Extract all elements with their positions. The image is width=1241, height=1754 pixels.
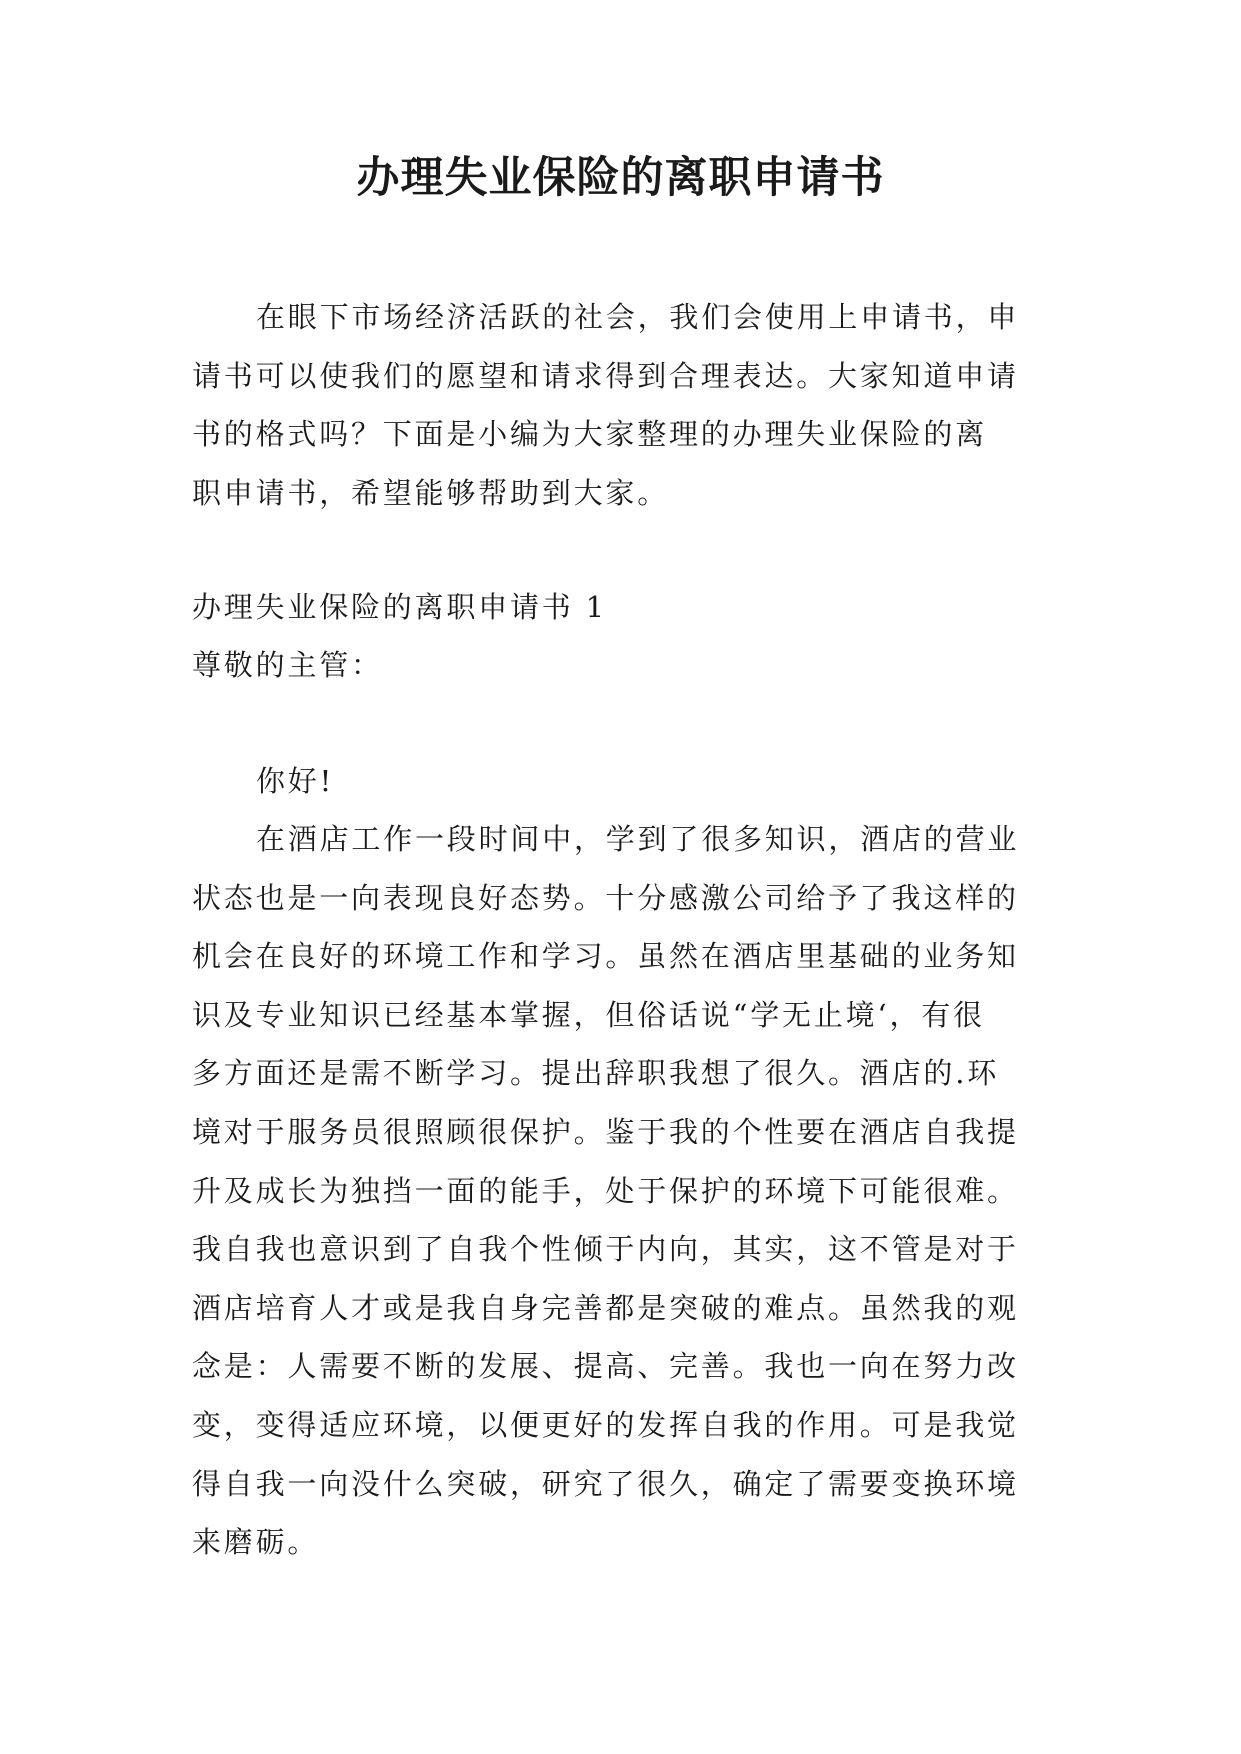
intro-line: 职申请书，希望能够帮助到大家。 <box>192 475 670 510</box>
body-line: 来磨砺。 <box>192 1525 320 1560</box>
intro-paragraph <box>192 288 1054 522</box>
letter-body-paragraph <box>192 810 1054 1572</box>
document-title: 办理失业保险的离职申请书 <box>356 153 885 203</box>
letter-salutation: 尊敬的主管： <box>192 648 383 682</box>
section-heading: 办理失业保险的离职申请书 1 <box>192 590 607 624</box>
intro-line: 书的格式吗？下面是小编为大家整理的办理失业保险的离 <box>192 417 988 452</box>
body-line: 识及专业知识已经基本掌握，但俗话说“学无止境‘，有很 <box>192 997 985 1032</box>
body-line: 变，变得适应环境，以便更好的发挥自我的作用。可是我觉 <box>192 1407 1019 1442</box>
body-line: 升及成长为独挡一面的能手，处于保护的环境下可能很难。 <box>192 1173 1019 1208</box>
body-line: 境对于服务员很照顾很保护。鉴于我的个性要在酒店自我提 <box>192 1114 1019 1149</box>
body-line: 机会在良好的环境工作和学习。虽然在酒店里基础的业务知 <box>192 939 1019 974</box>
letter-greeting: 你好! <box>256 764 335 798</box>
body-line: 状态也是一向表现良好态势。十分感激公司给予了我这样的 <box>192 880 1019 915</box>
body-line: 我自我也意识到了自我个性倾于内向，其实，这不管是对于 <box>192 1232 1019 1267</box>
intro-line: 请书可以使我们的愿望和请求得到合理表达。大家知道申请 <box>192 358 1019 393</box>
body-line: 酒店培育人才或是我自身完善都是突破的难点。虽然我的观 <box>192 1290 1019 1325</box>
body-line: 念是：人需要不断的发展、提高、完善。我也一向在努力改 <box>192 1349 1019 1384</box>
body-line: 在酒店工作一段时间中，学到了很多知识，酒店的营业 <box>256 822 1020 856</box>
body-line: 得自我一向没什么突破，研究了很久，确定了需要变换环境 <box>192 1466 1019 1501</box>
body-line: 多方面还是需不断学习。提出辞职我想了很久。酒店的.环 <box>192 1056 1000 1091</box>
intro-line: 在眼下市场经济活跃的社会，我们会使用上申请书，申 <box>256 300 1020 334</box>
